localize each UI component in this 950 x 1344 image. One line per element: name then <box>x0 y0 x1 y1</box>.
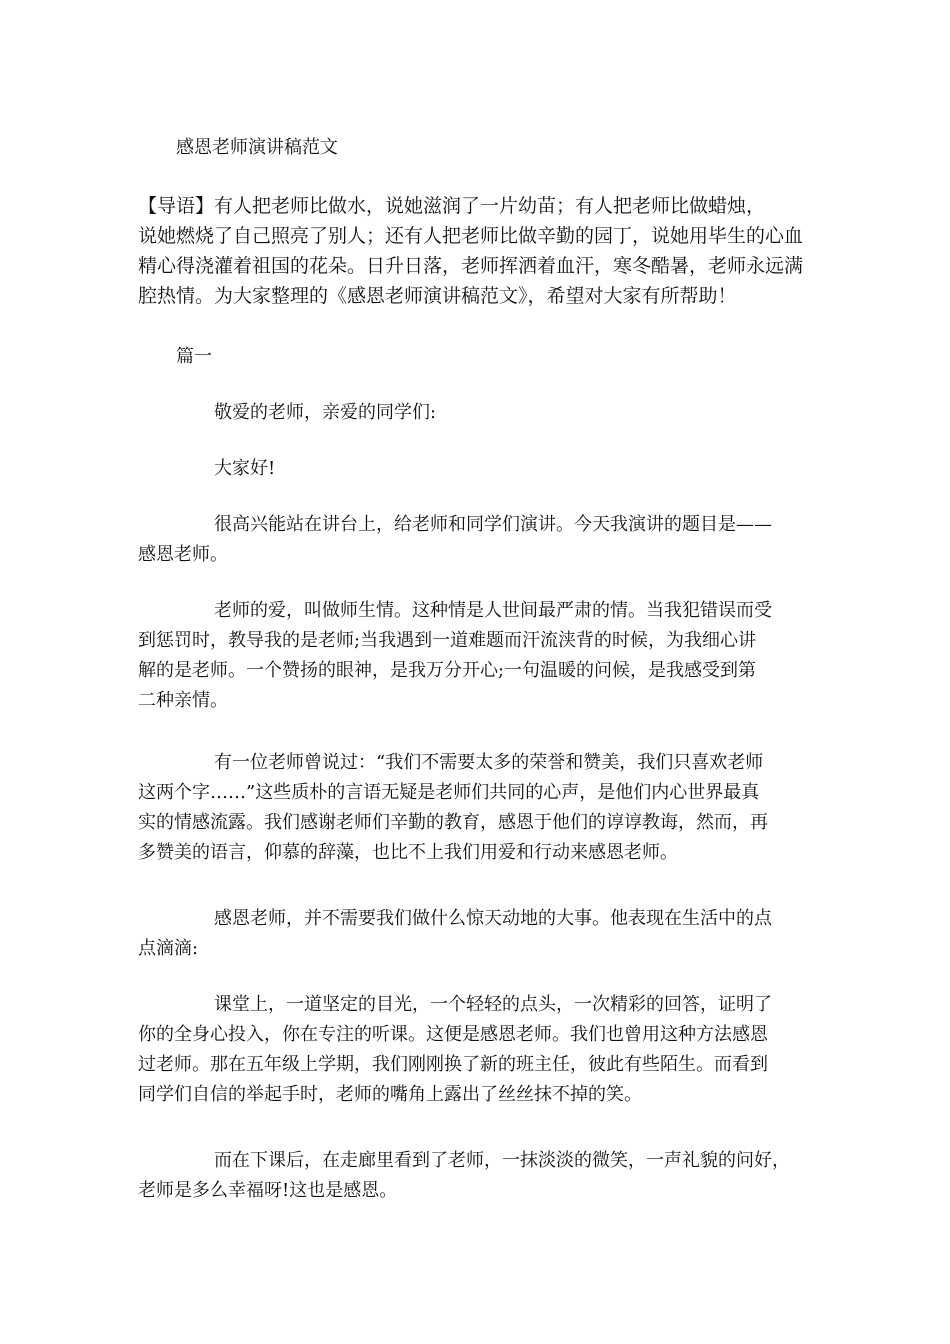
paragraph-body <box>138 904 820 964</box>
paragraph-body <box>138 510 820 570</box>
paragraph-line: 老师是多么幸福呀!这也是感恩。 <box>138 1180 398 1201</box>
intro-line: 腔热情。为大家整理的《感恩老师演讲稿范文》，希望对大家有所帮助！ <box>138 285 737 307</box>
paragraph-line: 到惩罚时，教导我的是老师;当我遇到一道难题而汗流浃背的时候，为我细心讲 <box>138 630 757 651</box>
paragraph-body <box>138 596 820 716</box>
paragraph-body <box>138 990 820 1110</box>
paragraph-line: 敬爱的老师，亲爱的同学们: <box>214 402 437 423</box>
paragraph-line: 大家好! <box>214 458 276 479</box>
paragraph-line: 二种亲情。 <box>138 690 228 711</box>
intro-line: 精心得浇灌着祖国的花朵。日升日落，老师挥洒着血汗，寒冬酷暑，老师永远满 <box>138 255 804 277</box>
paragraph-body <box>138 1146 820 1206</box>
paragraph-line: 同学们自信的举起手时，老师的嘴角上露出了丝丝抹不掉的笑。 <box>138 1084 642 1105</box>
paragraph-line: 有一位老师曾说过：“我们不需要太多的荣誉和赞美，我们只喜欢老师 <box>214 752 764 773</box>
paragraph-line: 解的是老师。一个赞扬的眼神，是我万分开心;一句温暖的问候，是我感受到第 <box>138 660 757 681</box>
document-title: 感恩老师演讲稿范文 <box>176 137 338 158</box>
paragraph-line: 多赞美的语言，仰慕的辞藻，也比不上我们用爱和行动来感恩老师。 <box>138 842 678 863</box>
paragraph-line: 点滴滴: <box>138 938 199 959</box>
intro-line: 【导语】有人把老师比做水，说她滋润了一片幼苗；有人把老师比做蜡烛， <box>138 195 766 217</box>
paragraph-line: 你的全身心投入，你在专注的听课。这便是感恩老师。我们也曾用这种方法感恩 <box>138 1024 768 1045</box>
intro-paragraph <box>138 191 820 311</box>
paragraph-line: 课堂上，一道坚定的目光，一个轻轻的点头，一次精彩的回答，证明了 <box>214 994 772 1015</box>
paragraph-line: 这两个字……”这些质朴的言语无疑是老师们共同的心声，是他们内心世界最真 <box>138 782 760 803</box>
paragraph-line: 感恩老师。 <box>138 544 228 565</box>
paragraph-line: 老师的爱，叫做师生情。这种情是人世间最严肃的情。当我犯错误而受 <box>214 600 772 621</box>
paragraph-line: 实的情感流露。我们感谢老师们辛勤的教育，感恩于他们的谆谆教诲，然而，再 <box>138 812 768 833</box>
paragraph-line: 很高兴能站在讲台上，给老师和同学们演讲。今天我演讲的题目是—— <box>214 514 772 535</box>
paragraph-line: 而在下课后，在走廊里看到了老师，一抹淡淡的微笑，一声礼貌的问好， <box>214 1150 790 1171</box>
paragraph-body <box>138 748 820 868</box>
paragraph-line: 过老师。那在五年级上学期，我们刚刚换了新的班主任，彼此有些陌生。而看到 <box>138 1054 768 1075</box>
paragraph-line: 感恩老师，并不需要我们做什么惊天动地的大事。他表现在生活中的点 <box>214 908 772 929</box>
intro-line: 说她燃烧了自己照亮了别人；还有人把老师比做辛勤的园丁，说她用毕生的心血 <box>138 225 804 247</box>
paragraph-greeting <box>138 454 820 484</box>
paragraph-salutation <box>138 398 820 428</box>
section-heading: 篇一 <box>176 346 212 367</box>
